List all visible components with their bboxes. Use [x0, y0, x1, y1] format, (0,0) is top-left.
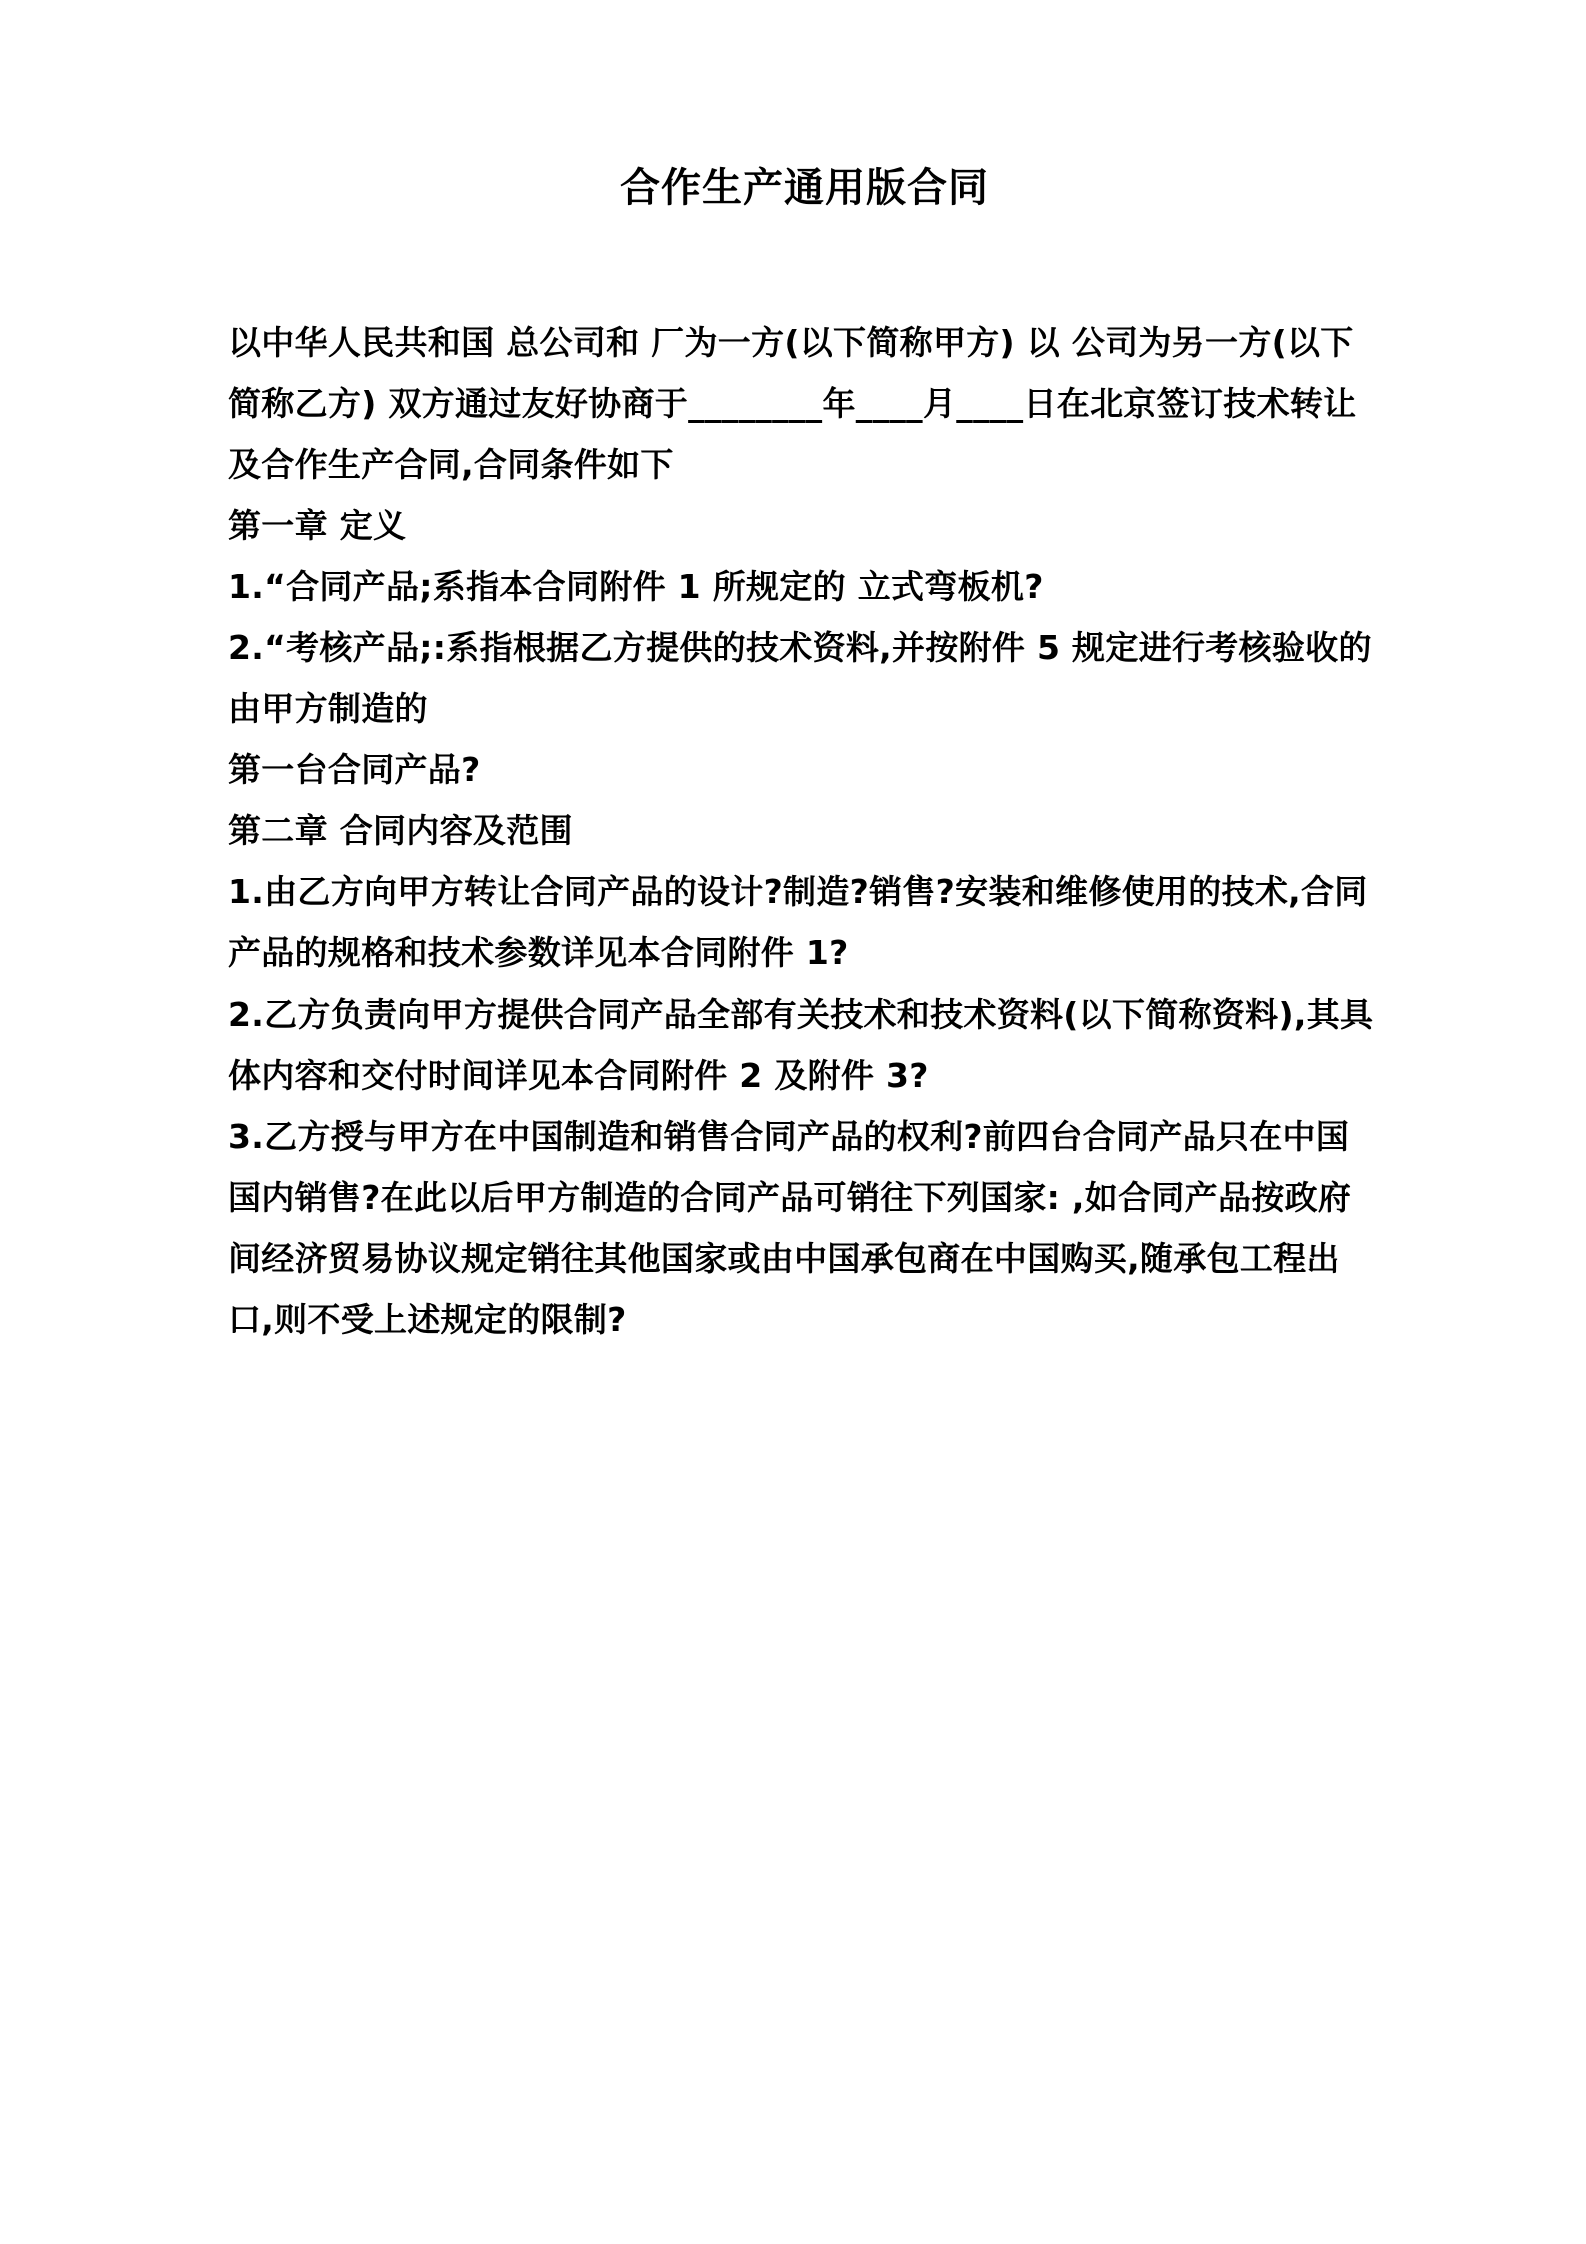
paragraph: 以中华人民共和国 总公司和 厂为一方(以下简称甲方) 以 公司为另一方(以下简称乙方) 双方通过友好协商于________年____月____日在北京签订技术转让及合作生产合同,合同条件如下	[228, 323, 1357, 485]
document-body	[228, 312, 1381, 1350]
section-heading-chapter-two: 第二章 合同内容及范围	[228, 811, 573, 851]
page-title: 合作生产通用版合同	[620, 165, 989, 211]
paragraph: 2.“考核产品;:系指根据乙方提供的技术资料,并按附件 5 规定进行考核验收的由甲方制造的	[228, 628, 1372, 729]
paragraph: 1.由乙方向甲方转让合同产品的设计?制造?销售?安装和维修使用的技术,合同产品的规格和技术参数详见本合同附件 1?	[228, 872, 1368, 973]
section-heading-chapter-one: 第一章 定义	[228, 506, 407, 546]
paragraph: 第一台合同产品?	[228, 750, 481, 790]
paragraph: 2.乙方负责向甲方提供合同产品全部有关技术和技术资料(以下简称资料),其具体内容和交付时间详见本合同附件 2 及附件 3?	[228, 994, 1374, 1095]
paragraph: 1.“合同产品;系指本合同附件 1 所规定的 立式弯板机?	[228, 567, 1044, 607]
paragraph: 3.乙方授与甲方在中国制造和销售合同产品的权利?前四台合同产品只在中国国内销售?在此以后甲方制造的合同产品可销往下列国家: ,如合同产品按政府间经济贸易协议规定销往其他国家或由中国承包商在中国购买,随承包工程出口,则不受上述规定的限制?	[228, 1116, 1352, 1339]
